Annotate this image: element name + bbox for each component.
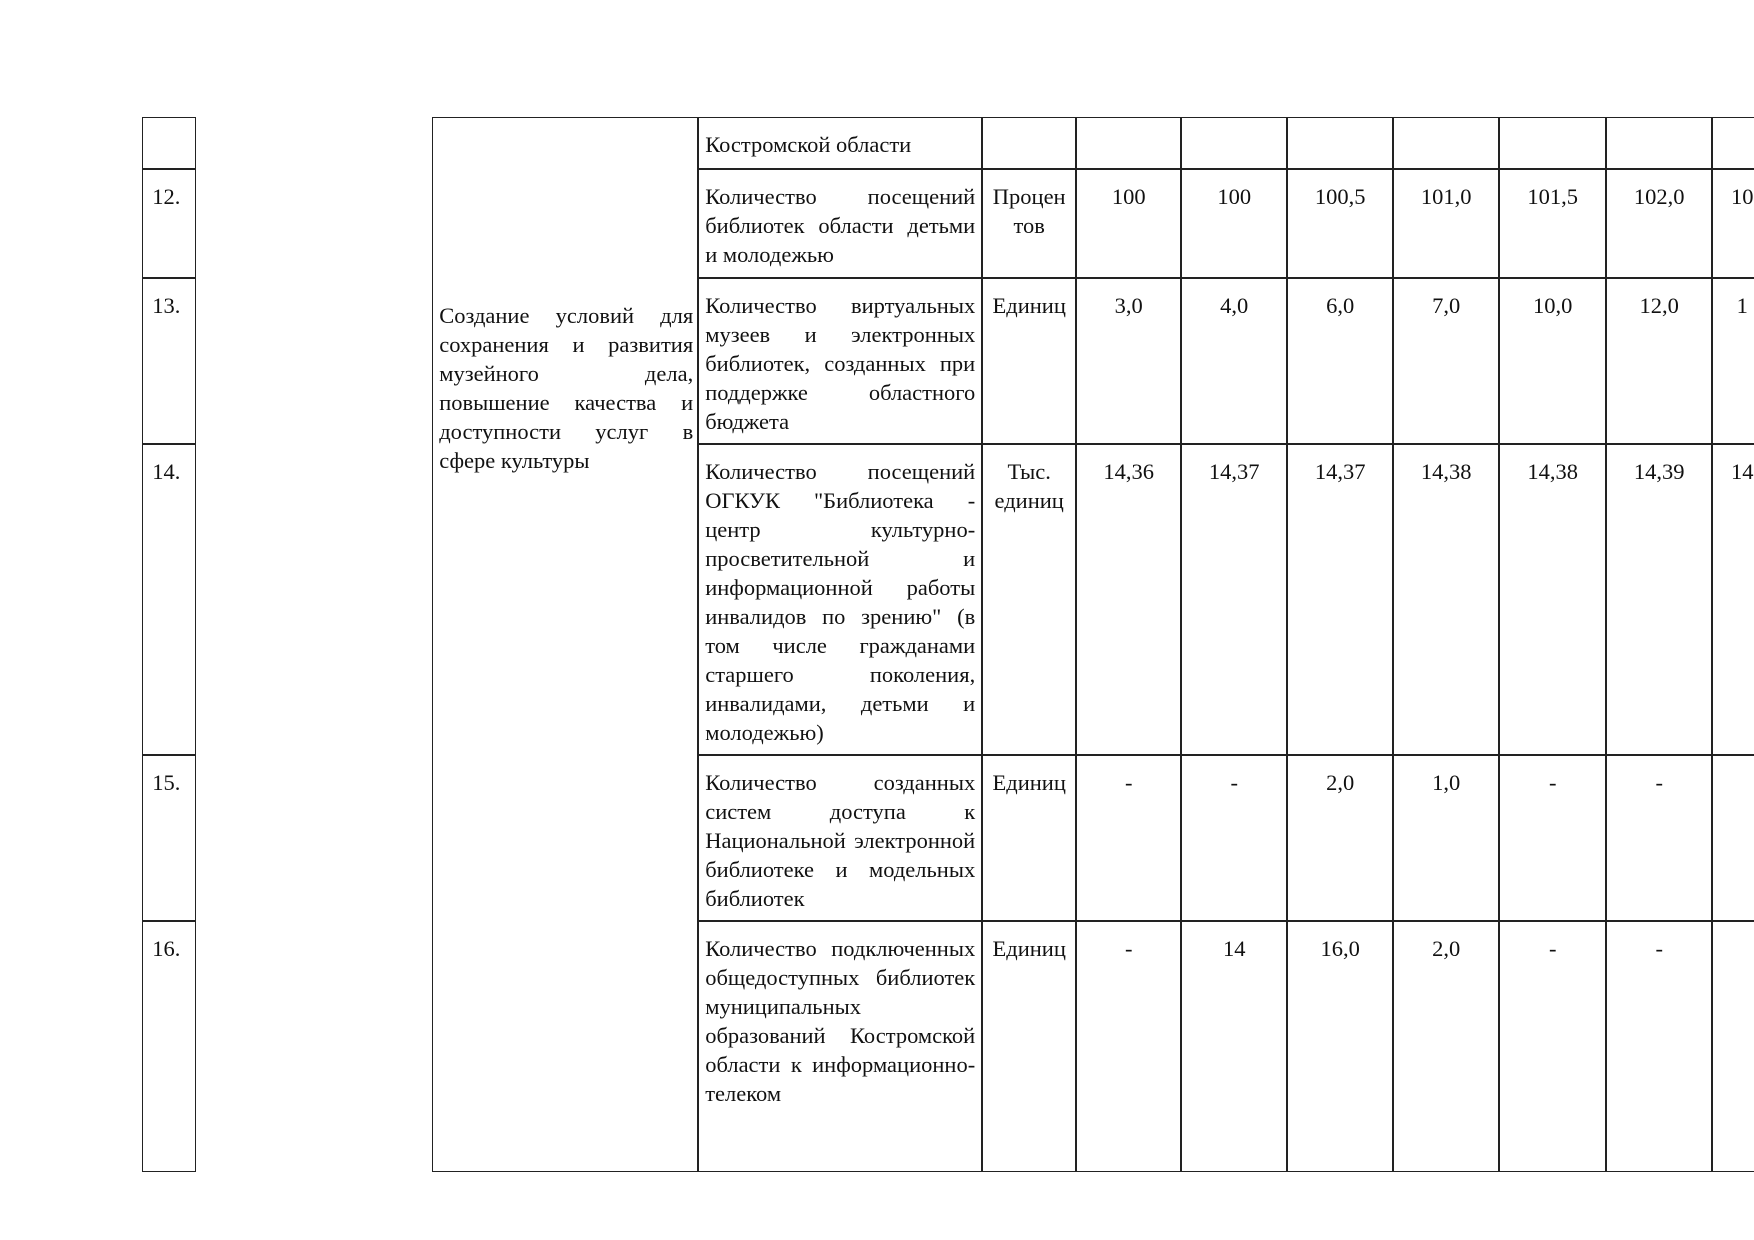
value-top-col-5: [1499, 117, 1606, 169]
value-cell: [1712, 755, 1754, 921]
value-cell: -: [1606, 755, 1712, 921]
value-cell: 2,0: [1287, 755, 1393, 921]
value-cell: 1: [1712, 278, 1754, 444]
value-cell: -: [1606, 921, 1712, 1172]
value-cell: 14: [1712, 444, 1754, 755]
value-cell: 3,0: [1076, 278, 1181, 444]
row-number-14: 14.: [142, 444, 196, 755]
row-number-16: 16.: [142, 921, 196, 1172]
unit-top: [982, 117, 1076, 169]
value-cell: 16,0: [1287, 921, 1393, 1172]
unit-14: Тыс. единиц: [982, 444, 1076, 755]
unit-13: Единиц: [982, 278, 1076, 444]
value-cell: 14,37: [1181, 444, 1287, 755]
value-cell: 102,0: [1606, 169, 1712, 278]
value-cell: -: [1076, 921, 1181, 1172]
value-cell: 14: [1181, 921, 1287, 1172]
value-cell: 101,5: [1499, 169, 1606, 278]
value-cell: 6,0: [1287, 278, 1393, 444]
value-cell: 4,0: [1181, 278, 1287, 444]
value-cell: 10: [1712, 169, 1754, 278]
value-cell: 14,38: [1499, 444, 1606, 755]
value-cell: 7,0: [1393, 278, 1499, 444]
value-cell: -: [1076, 755, 1181, 921]
value-cell: 14,37: [1287, 444, 1393, 755]
value-cell: 14,38: [1393, 444, 1499, 755]
value-cell: 12,0: [1606, 278, 1712, 444]
value-top-col-1: [1076, 117, 1181, 169]
value-cell: 2,0: [1393, 921, 1499, 1172]
value-top-col-4: [1393, 117, 1499, 169]
value-top-col-2: [1181, 117, 1287, 169]
value-cell: -: [1181, 755, 1287, 921]
row-number-top: [142, 117, 196, 169]
goal-cell: [432, 117, 698, 1172]
value-cell: -: [1499, 921, 1606, 1172]
row-number-13: 13.: [142, 278, 196, 444]
value-top-col-7: [1712, 117, 1754, 169]
unit-16: Единиц: [982, 921, 1076, 1172]
indicator-15: Количество созданных систем доступа к Национальной электронной библиотеке и модельных библиотек: [698, 755, 982, 921]
indicator-top: Костромской области: [698, 117, 982, 169]
value-top-col-3: [1287, 117, 1393, 169]
value-cell: 10,0: [1499, 278, 1606, 444]
value-cell: 1,0: [1393, 755, 1499, 921]
indicator-14: Количество посещений ОГКУК "Библиотека - центр культурно-просветительной и информационной работы инвалидов по зрению" (в том числе гражданами старшего поколения, инвалидами, детьми и молодежью): [698, 444, 982, 755]
value-top-col-6: [1606, 117, 1712, 169]
goal-text: Создание условий для сохранения и развития музейного дела, повышение качества и доступности услуг в сфере культуры: [439, 303, 694, 474]
value-cell: 101,0: [1393, 169, 1499, 278]
unit-12: Процен тов: [982, 169, 1076, 278]
value-cell: [1712, 921, 1754, 1172]
unit-15: Единиц: [982, 755, 1076, 921]
indicator-12: Количество посещений библиотек области детьми и молодежью: [698, 169, 982, 278]
value-cell: 14,36: [1076, 444, 1181, 755]
indicator-16: Количество подключенных общедоступных библиотек муниципальных образований Костромской области к информационно-телеком: [698, 921, 982, 1172]
value-cell: 100: [1181, 169, 1287, 278]
row-number-15: 15.: [142, 755, 196, 921]
value-cell: 14,39: [1606, 444, 1712, 755]
value-cell: 100: [1076, 169, 1181, 278]
row-number-12: 12.: [142, 169, 196, 278]
value-cell: -: [1499, 755, 1606, 921]
value-cell: 100,5: [1287, 169, 1393, 278]
indicator-13: Количество виртуальных музеев и электронных библиотек, созданных при поддержке областного бюджета: [698, 278, 982, 444]
